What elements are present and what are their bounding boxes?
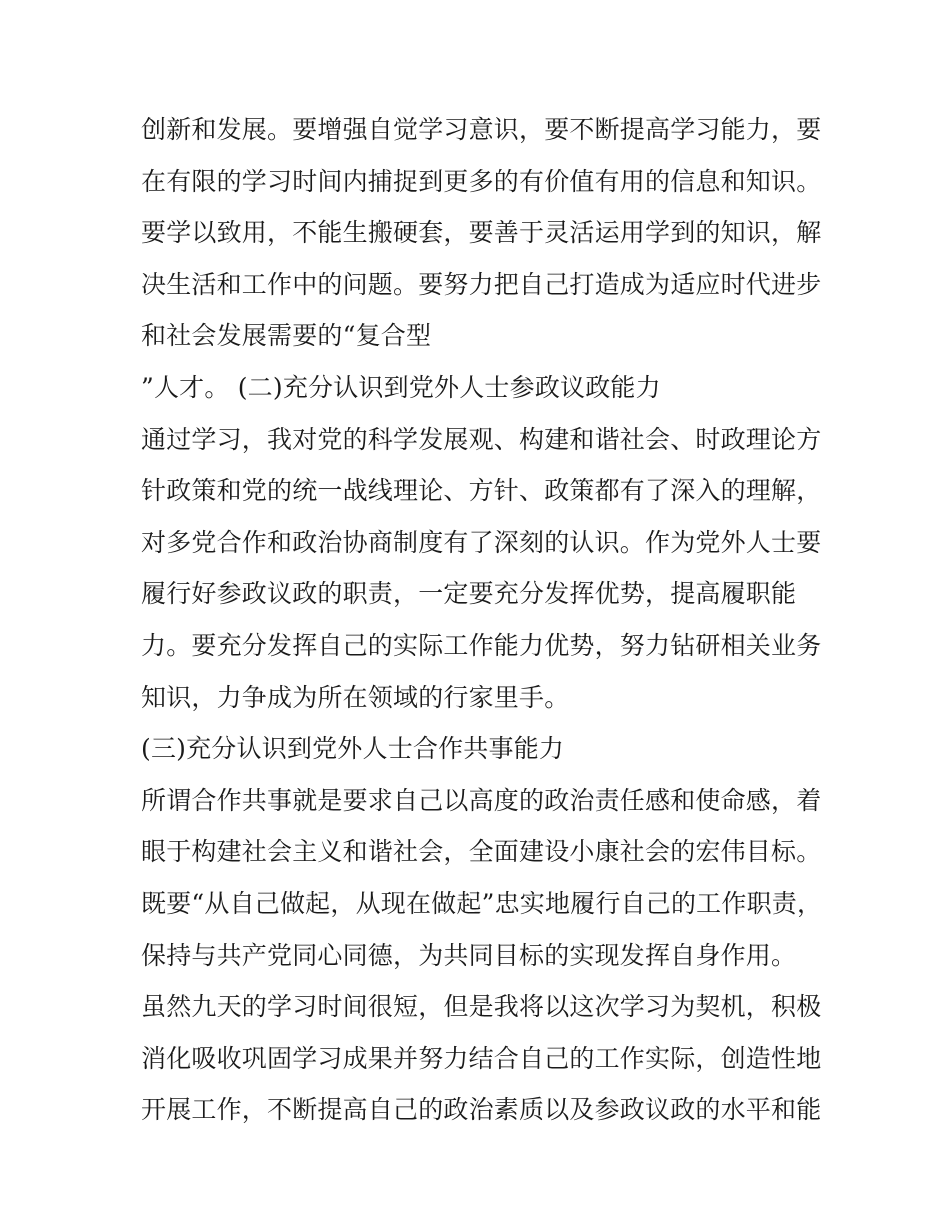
body-text [141, 104, 821, 1136]
text-line-14: 所谓合作共事就是要求自己以高度的政治责任感和使命感，着 [141, 785, 822, 815]
text-line-13-heading: (三)充分认识到党外人士合作共事能力 [141, 734, 565, 764]
text-line-8: 针政策和党的统一战线理论、方针、政策都有了深入的理解， [141, 476, 822, 506]
text-line-7: 通过学习，我对党的科学发展观、构建和谐社会、时政理论方 [141, 424, 822, 454]
text-line-15: 眼于构建社会主义和谐社会，全面建设小康社会的宏伟目标。 [141, 837, 822, 867]
text-line-11: 力。要充分发挥自己的实际工作能力优势，努力钻研相关业务 [141, 630, 822, 660]
text-line-5: 和社会发展需要的“复合型 [141, 321, 432, 351]
text-line-9: 对多党合作和政治协商制度有了深刻的认识。作为党外人士要 [141, 527, 822, 557]
text-line-6-heading: ”人才。 (二)充分认识到党外人士参政议政能力 [141, 372, 661, 402]
text-line-20: 开展工作，不断提高自己的政治素质以及参政议政的水平和能 [141, 1095, 822, 1125]
text-line-17: 保持与共产党同心同德，为共同目标的实现发挥自身作用。 [141, 940, 797, 970]
text-line-2: 在有限的学习时间内捕捉到更多的有价值有用的信息和知识。 [141, 166, 822, 196]
text-line-19: 消化吸收巩固学习成果并努力结合自己的工作实际，创造性地 [141, 1043, 822, 1073]
text-line-10: 履行好参政议政的职责，一定要充分发挥优势，提高履职能 [141, 579, 797, 609]
text-line-3: 要学以致用，不能生搬硬套，要善于灵活运用学到的知识，解 [141, 218, 822, 248]
text-line-18: 虽然九天的学习时间很短，但是我将以这次学习为契机，积极 [141, 992, 822, 1022]
text-line-4: 决生活和工作中的问题。要努力把自己打造成为适应时代进步 [141, 269, 822, 299]
text-line-1: 创新和发展。要增强自觉学习意识，要不断提高学习能力，要 [141, 115, 822, 144]
text-line-16: 既要“从自己做起，从现在做起”忠实地履行自己的工作职责， [141, 888, 823, 918]
text-line-12: 知识，力争成为所在领域的行家里手。 [141, 682, 570, 712]
